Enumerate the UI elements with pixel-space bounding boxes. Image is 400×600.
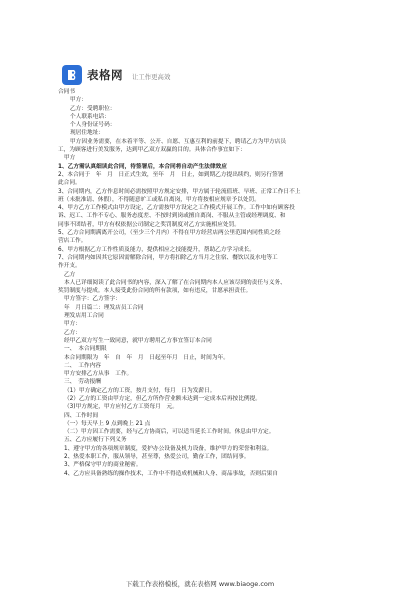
- contract-line: 3、合同期内，乙方作息时间必需按照甲方规定安排，甲方属于轮流值班、早班、正常工作日不上: [58, 188, 301, 195]
- contract-line: 甲方：: [70, 97, 88, 104]
- contract-line: 乙方：受聘职位：: [70, 105, 116, 112]
- contract-line: 6、甲方根据乙方工作性质及能力，提供相应之技能提升，帮助乙方学习成长。: [58, 246, 255, 253]
- logo-icon: [62, 65, 82, 85]
- contract-line: （2）乙方的工资由甲方定，但乙方所作营业额未达到一定成本后再按比例提。: [64, 395, 261, 402]
- contract-line: 二、 工作内容: [64, 362, 101, 369]
- contract-line: 合同书: [58, 89, 76, 95]
- contract-line: 一、 本合同期限: [64, 346, 107, 353]
- contract-line: 4、乙方应具备熟练的操作技术，工作中不得造成机械和人身、商品事故，否则后果自: [64, 470, 279, 477]
- contract-line: 4、甲方乙方工作模式由甲方设定，乙方需按甲方设定之工作模式开展工作。工作中如有顾客投: [58, 205, 295, 212]
- contract-line: 个人身份证号码：: [70, 122, 116, 129]
- contract-line: （一）每天早上 9 点到晚上 21 点: [64, 420, 151, 427]
- contract-line: 工，为顾客进行美发服务，达到甲乙双方双赢的目的。具体合作事宜如下：: [58, 147, 246, 154]
- contract-line: 本人已详细阅读了此合同书的内容，深入了解了在合同期内本人应该尽到的责任与义务、: [64, 279, 286, 286]
- contract-line: （二）甲方因工作需要，经与乙方协商后，可以适当延长工作时间。休息由甲方定。: [64, 429, 275, 436]
- contract-line: 班（未批准请、休假），不得随意旷工或私自离岗，甲方将按相应规章予以处罚。: [58, 196, 260, 203]
- contract-line: 1、乙方需认真细读此合同，待签署后，本合同将自动产生法律效应: [58, 163, 227, 170]
- contract-line: 甲方：: [64, 321, 82, 328]
- contract-line: 1、遵守甲方的各项规章制度，爱护办公设备及机力设备，维护甲方的荣誉和利益。: [64, 445, 273, 452]
- contract-line: 3、严格保守甲方的商业秘密。: [64, 462, 142, 469]
- contract-line: 经甲乙双方写生一致同意，就甲方聘用乙方事宜签订本合同: [64, 337, 212, 344]
- contract-line: 此合同。: [58, 180, 81, 187]
- brand-slogan: 让工作更高效: [132, 73, 171, 81]
- contract-line: 甲方: [64, 155, 76, 162]
- contract-line: 年 月日篇二：理发店员工合同: [64, 304, 144, 311]
- contract-line: 五、乙方应履行下列义务: [64, 437, 127, 444]
- contract-line: （1）甲方确定乙方的工资，按月支付，每月 日为发薪日。: [64, 387, 216, 394]
- contract-line: 本合同期限为 年 自 年 月 日起至年月 日止，时间为年。: [64, 354, 229, 361]
- contract-line: 营店工作。: [58, 238, 87, 245]
- contract-line: 甲方签字：乙方签字：: [64, 296, 121, 303]
- contract-line: 乙方: [64, 271, 76, 278]
- footer-note: 下载工作表格模板，就在表格网 www.biaoge.com: [125, 580, 275, 588]
- brand-name: 表格网: [87, 68, 123, 82]
- contract-line: （3)甲方规定，甲方应付乙方工资每月 元。: [64, 404, 178, 411]
- contract-line: 理发店用工合同: [64, 313, 104, 320]
- contract-line: 同事不团结者，甲方有权依据公司制定之奖罚制度对乙方实施相应处罚。: [58, 221, 240, 228]
- contract-line: 2、本合同于 年 月 日正式生效，至年 月 日止，如到期乙方提出续约，则另行签署: [58, 171, 284, 178]
- contract-line: 甲方因业务需要，在本着平等、公开、自愿、互惠互利的前提下，聘请乙方为甲方店员: [70, 138, 287, 145]
- contract-line: 四、工作时间: [64, 412, 99, 419]
- contract-line: 现居住地址：: [70, 130, 105, 137]
- contract-line: 奖罚制度与提成。本人接受此份合同的所有款项，如有违反，甘愿承担责任。: [58, 288, 252, 295]
- site-header: [62, 62, 170, 88]
- contract-line: 5、乙方合同期满离开公司，（至少三个月内）不得在甲方经营店两公里范围内同性质之经: [58, 230, 281, 237]
- contract-line: 7、合同期内如因其它原因需解除合同，甲方将扣除乙方当月之住宿、餐饮以及水电等工: [58, 254, 278, 261]
- contract-line: 乙方：: [64, 329, 82, 336]
- contract-line: 2、热爱本职工作，服从领导，甚至尊，热爱公司，勤奋工作，团结同事。: [64, 454, 250, 461]
- contract-line: 三、 劳动报酬: [64, 379, 101, 386]
- contract-line: 作开支。: [58, 263, 81, 270]
- contract-line: 诉、迟工、工作不专心、服务态度差、不按时到岗或擅自离岗、不服从主管或经理调度、和: [58, 213, 286, 220]
- contract-line: 个人联系电话：: [70, 113, 110, 120]
- contract-line: 甲方安排乙方从事 工作。: [64, 371, 133, 378]
- contract-body: [58, 88, 344, 478]
